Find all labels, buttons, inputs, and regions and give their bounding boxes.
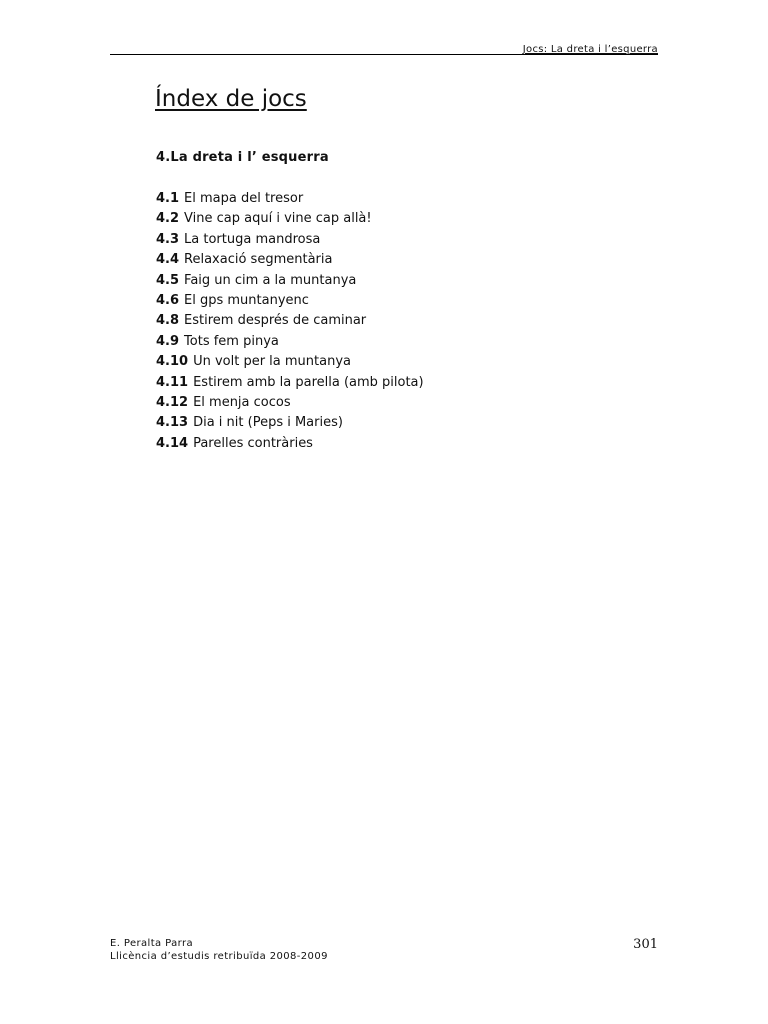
toc-item-label: El gps muntanyenc [184,292,309,308]
toc-item-label: Estirem amb la parella (amb pilota) [193,374,424,390]
page-title: Índex de jocs [155,86,307,112]
toc-item [156,271,424,291]
toc-item [156,311,424,331]
toc-item-number: 4.6 [156,292,180,308]
toc-item [156,189,424,209]
toc-item-number: 4.11 [156,374,189,390]
toc-item-number: 4.2 [156,211,180,227]
toc-item [156,291,424,311]
toc-item [156,209,424,229]
toc-item-label: Faig un cim a la muntanya [184,272,357,288]
footer-author: E. Peralta Parra [110,938,194,949]
toc-item-label: Estirem després de caminar [184,313,367,329]
running-header: Jocs: La dreta i l’esquerra [522,44,658,55]
toc-item-label: El mapa del tresor [184,191,304,206]
section-heading: 4.La dreta i l’ esquerra [156,150,329,165]
toc-item-label: Parelles contràries [193,435,313,451]
toc-item-number: 4.9 [156,333,180,349]
toc-item [156,393,424,413]
toc-item-label: Vine cap aquí i vine cap allà! [184,211,372,227]
toc-item-number: 4.3 [156,231,180,247]
toc-item-number: 4.14 [156,435,189,451]
toc-item-label: Un volt per la muntanya [193,354,351,370]
toc-item [156,230,424,250]
toc-item-label: La tortuga mandrosa [184,231,321,247]
toc-item-number: 4.5 [156,272,180,288]
toc-item-number: 4.4 [156,252,180,268]
toc-item-number: 4.1 [156,191,180,206]
page-number: 301 [633,937,658,952]
toc-item-number: 4.13 [156,415,189,431]
toc-item-number: 4.12 [156,394,189,410]
toc-item [156,332,424,352]
toc-item-number: 4.10 [156,354,189,370]
toc-item [156,413,424,433]
toc-item [156,250,424,270]
footer-license: Llicència d’estudis retribuïda 2008-2009 [110,951,328,962]
toc-item [156,352,424,372]
toc-item-label: Dia i nit (Peps i Maries) [193,415,343,431]
header-rule [110,54,658,55]
toc-item-label: Tots fem pinya [184,333,279,349]
toc-item [156,373,424,393]
toc-list [156,189,424,454]
toc-item [156,434,424,454]
toc-item-label: Relaxació segmentària [184,252,333,268]
toc-item-label: El menja cocos [193,394,291,410]
toc-item-number: 4.8 [156,313,180,329]
